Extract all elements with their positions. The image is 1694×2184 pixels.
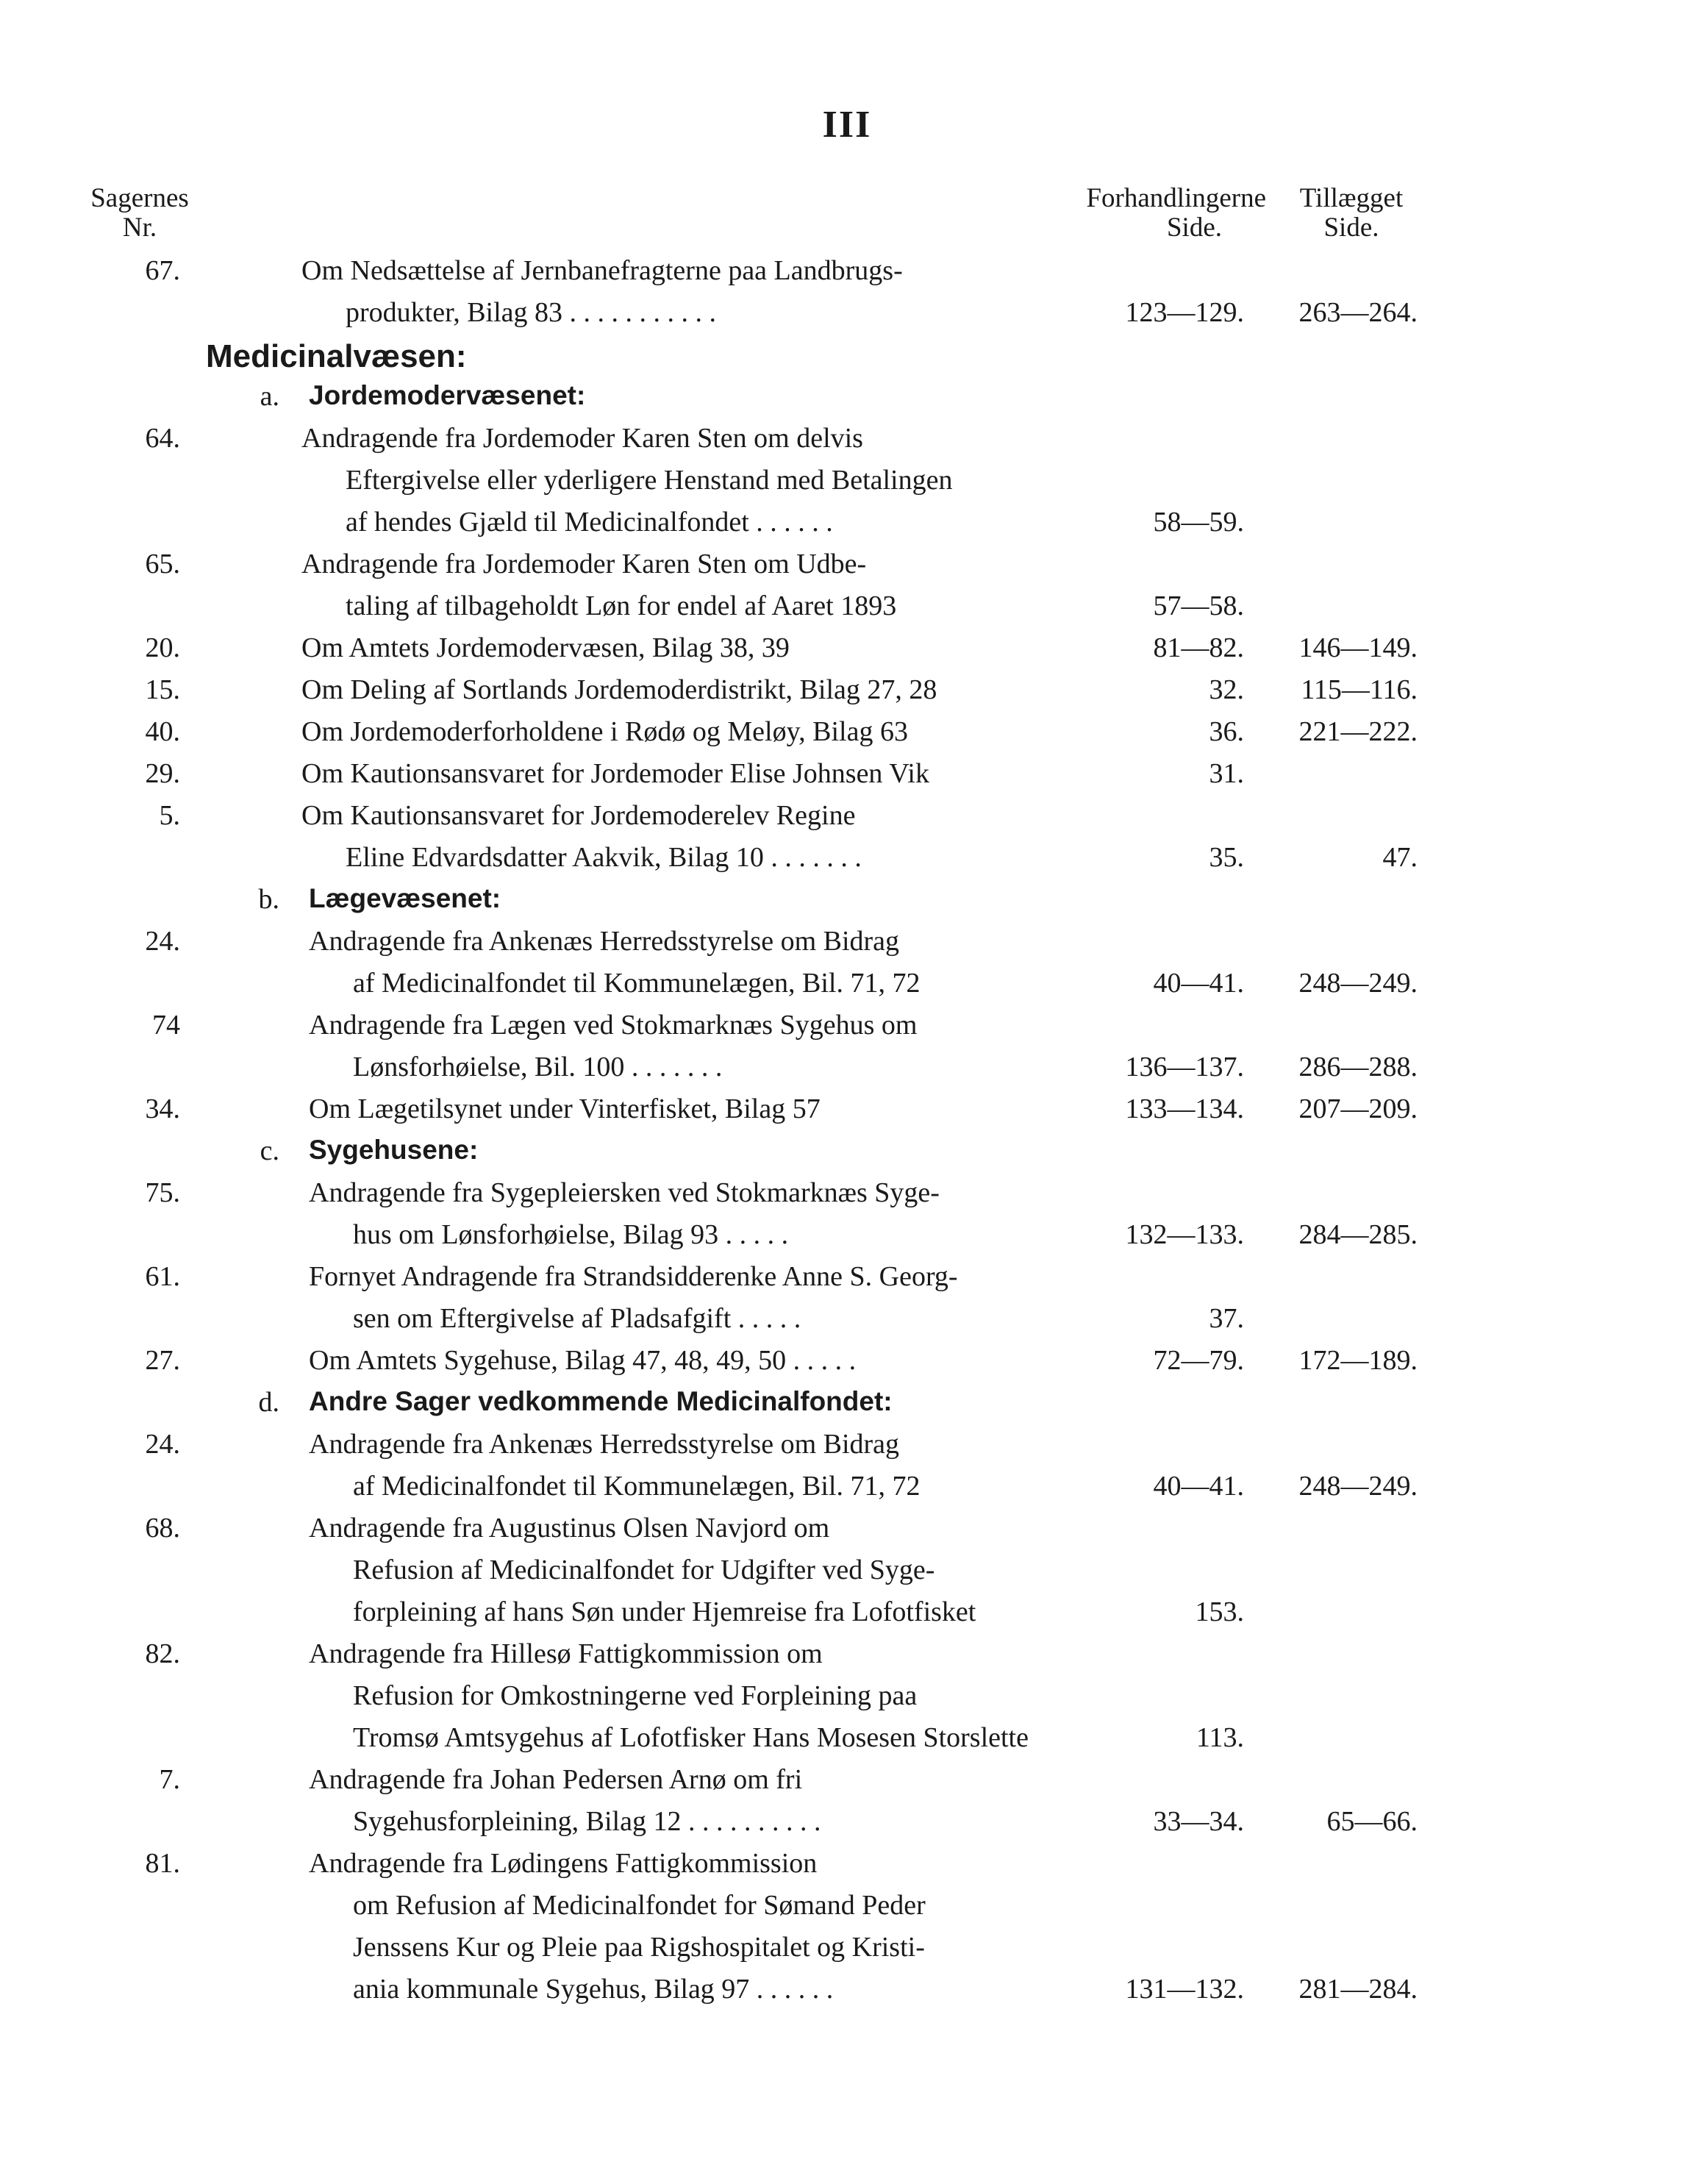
column-header-tillaegget <box>1285 184 1418 243</box>
forhandlinger-page: 32. <box>1209 674 1244 705</box>
case-number: 34. <box>145 1093 180 1124</box>
entry-text: Andragende fra Hillesø Fattigkommission om <box>309 1638 823 1669</box>
tillaeg-page: 284—285. <box>1298 1219 1418 1250</box>
tillaeg-page: 248—249. <box>1298 1471 1418 1502</box>
index-row <box>0 1591 1694 1633</box>
entry-text: Andragende fra Jordemoder Karen Sten om Udbe- <box>301 549 867 579</box>
tillaeg-page: 286—288. <box>1298 1052 1418 1082</box>
entry-text: Andragende fra Ankenæs Herredsstyrelse om Bidrag <box>309 926 900 957</box>
index-row <box>0 627 1694 669</box>
index-row <box>0 250 1694 292</box>
case-number: 7. <box>159 1764 180 1795</box>
tillaeg-page: 207—209. <box>1298 1093 1418 1124</box>
index-row <box>0 1549 1694 1591</box>
entry-text: hus om Lønsforhøielse, Bilag 93 . . . . . <box>353 1219 789 1250</box>
index-row <box>0 1088 1694 1130</box>
case-number: 68. <box>145 1513 180 1544</box>
entry-text: Andragende fra Sygepleiersken ved Stokmarknæs Syge- <box>309 1177 940 1208</box>
forhandlinger-page: 58—59. <box>1153 507 1244 538</box>
forhandlinger-page: 136—137. <box>1125 1052 1244 1082</box>
entry-text: Eftergivelse eller yderligere Henstand med Betalingen <box>346 465 953 496</box>
index-row <box>0 502 1694 543</box>
forhandlinger-page: 37. <box>1209 1303 1244 1334</box>
subsection-heading: Lægevæsenet: <box>309 883 501 913</box>
index-row <box>0 669 1694 711</box>
entry-text: Om Amtets Jordemodervæsen, Bilag 38, 39 <box>301 632 790 663</box>
index-row <box>0 711 1694 753</box>
index-row <box>0 963 1694 1004</box>
index-row <box>0 1004 1694 1046</box>
tillaeg-page: 263—264. <box>1298 297 1418 328</box>
forhandlinger-page: 40—41. <box>1153 968 1244 999</box>
forhandlinger-page: 123—129. <box>1125 297 1244 328</box>
column-header-till-line1: Tillægget <box>1299 183 1404 213</box>
subsection-heading: Jordemodervæsenet: <box>309 380 586 410</box>
index-row <box>0 418 1694 460</box>
entry-text: Sygehusforpleining, Bilag 12 . . . . . . . . . . <box>353 1806 821 1837</box>
entry-text: Andragende fra Lødingens Fattigkommission <box>309 1848 818 1879</box>
case-number: 40. <box>145 716 180 747</box>
index-row <box>0 1927 1694 1969</box>
case-number: 29. <box>145 758 180 789</box>
entry-text: af hendes Gjæld til Medicinalfondet . . . . . . <box>346 507 833 538</box>
index-row <box>0 1214 1694 1256</box>
entry-text: Eline Edvardsdatter Aakvik, Bilag 10 . . . . . . . <box>346 842 862 873</box>
case-number: 61. <box>145 1261 180 1292</box>
index-row <box>0 1046 1694 1088</box>
entry-text: Refusion for Omkostningerne ved Forpleining paa <box>353 1680 918 1711</box>
column-header-forh-line2: Side. <box>1166 213 1222 243</box>
tillaeg-page: 221—222. <box>1298 716 1418 747</box>
entry-text: af Medicinalfondet til Kommunelægen, Bil. 71, 72 <box>353 968 921 999</box>
index-row <box>0 1466 1694 1507</box>
subsection-letter: d. <box>258 1387 279 1418</box>
tillaeg-page: 248—249. <box>1298 968 1418 999</box>
index-row <box>0 921 1694 963</box>
entry-text: forpleining af hans Søn under Hjemreise fra Lofotfisket <box>353 1596 976 1627</box>
forhandlinger-page: 153. <box>1195 1596 1244 1627</box>
entry-text: Om Kautionsansvaret for Jordemoder Elise Johnsen Vik <box>301 758 929 789</box>
forhandlinger-page: 131—132. <box>1125 1974 1244 2005</box>
case-number: 64. <box>145 423 180 454</box>
entry-text: Om Nedsættelse af Jernbanefragterne paa Landbrugs- <box>301 255 903 286</box>
forhandlinger-page: 35. <box>1209 842 1244 873</box>
entry-text: af Medicinalfondet til Kommunelægen, Bil. 71, 72 <box>353 1471 921 1502</box>
index-row <box>0 1298 1694 1340</box>
case-number: 20. <box>145 632 180 663</box>
index-row <box>0 1172 1694 1214</box>
forhandlinger-page: 72—79. <box>1153 1345 1244 1376</box>
subsection-row <box>0 879 1694 921</box>
index-row <box>0 460 1694 502</box>
column-header-till-line2: Side. <box>1323 213 1379 243</box>
index-row <box>0 1675 1694 1717</box>
subsection-row <box>0 376 1694 418</box>
forhandlinger-page: 31. <box>1209 758 1244 789</box>
subsection-row <box>0 1130 1694 1172</box>
subsection-letter: c. <box>260 1135 279 1166</box>
entry-text: Jenssens Kur og Pleie paa Rigshospitalet og Kristi- <box>353 1932 925 1963</box>
case-number: 24. <box>145 926 180 957</box>
subsection-row <box>0 1382 1694 1424</box>
case-number: 82. <box>145 1638 180 1669</box>
case-number: 5. <box>159 800 180 831</box>
entry-text: Om Jordemoderforholdene i Rødø og Meløy, Bilag 63 <box>301 716 908 747</box>
index-row <box>0 1340 1694 1382</box>
case-number: 65. <box>145 549 180 579</box>
case-number: 15. <box>145 674 180 705</box>
column-header-nr-line1: Sagernes <box>90 183 189 213</box>
case-number: 74 <box>152 1010 180 1041</box>
entry-text: produkter, Bilag 83 . . . . . . . . . . . <box>346 297 717 328</box>
entry-text: Andragende fra Johan Pedersen Arnø om fri <box>309 1764 803 1795</box>
index-row <box>0 1759 1694 1801</box>
index-row <box>0 1885 1694 1927</box>
forhandlinger-page: 40—41. <box>1153 1471 1244 1502</box>
forhandlinger-page: 133—134. <box>1125 1093 1244 1124</box>
index-row <box>0 753 1694 795</box>
tillaeg-page: 146—149. <box>1298 632 1418 663</box>
entry-text: Om Lægetilsynet under Vinterfisket, Bilag 57 <box>309 1093 821 1124</box>
tillaeg-page: 115—116. <box>1301 674 1418 705</box>
subsection-letter: b. <box>258 884 279 915</box>
column-header-forh-line1: Forhandlingerne <box>1086 183 1266 213</box>
case-number: 27. <box>145 1345 180 1376</box>
entry-text: Andragende fra Augustinus Olsen Navjord om <box>309 1513 830 1544</box>
index-row <box>0 543 1694 585</box>
index-row <box>0 795 1694 837</box>
tillaeg-page: 281—284. <box>1298 1974 1418 2005</box>
subsection-letter: a. <box>260 381 279 412</box>
index-row <box>0 585 1694 627</box>
index-table <box>0 250 1694 2010</box>
entry-text: taling af tilbageholdt Løn for endel af Aaret 1893 <box>346 590 897 621</box>
subsection-heading: Sygehusene: <box>309 1135 479 1165</box>
entry-text: sen om Eftergivelse af Pladsafgift . . . . . <box>353 1303 801 1334</box>
entry-text: Fornyet Andragende fra Strandsidderenke Anne S. Georg- <box>309 1261 958 1292</box>
index-row <box>0 292 1694 334</box>
entry-text: Andragende fra Jordemoder Karen Sten om delvis <box>301 423 863 454</box>
entry-text: Om Kautionsansvaret for Jordemoderelev Regine <box>301 800 856 831</box>
forhandlinger-page: 132—133. <box>1125 1219 1244 1250</box>
case-number: 81. <box>145 1848 180 1879</box>
case-number: 67. <box>145 255 180 286</box>
index-row <box>0 1256 1694 1298</box>
case-number: 75. <box>145 1177 180 1208</box>
entry-text: Andragende fra Ankenæs Herredsstyrelse om Bidrag <box>309 1429 900 1460</box>
tillaeg-page: 47. <box>1382 842 1418 873</box>
subsection-heading: Andre Sager vedkommende Medicinalfondet: <box>309 1386 893 1416</box>
forhandlinger-page: 57—58. <box>1153 590 1244 621</box>
entry-text: Om Deling af Sortlands Jordemoderdistrikt, Bilag 27, 28 <box>301 674 937 705</box>
page-number: III <box>822 104 872 146</box>
column-header-nr-line2: Nr. <box>122 213 157 243</box>
index-row <box>0 1424 1694 1466</box>
forhandlinger-page: 81—82. <box>1153 632 1244 663</box>
forhandlinger-page: 33—34. <box>1153 1806 1244 1837</box>
section-heading: Medicinalvæsen: <box>206 338 467 374</box>
entry-text: Andragende fra Lægen ved Stokmarknæs Sygehus om <box>309 1010 918 1041</box>
forhandlinger-page: 113. <box>1196 1722 1244 1753</box>
entry-text: Lønsforhøielse, Bil. 100 . . . . . . . <box>353 1052 723 1082</box>
index-row <box>0 1633 1694 1675</box>
entry-text: ania kommunale Sygehus, Bilag 97 . . . . . . <box>353 1974 834 2005</box>
column-header-nr <box>74 184 206 243</box>
index-row <box>0 1843 1694 1885</box>
case-number: 24. <box>145 1429 180 1460</box>
tillaeg-page: 65—66. <box>1326 1806 1418 1837</box>
tillaeg-page: 172—189. <box>1298 1345 1418 1376</box>
forhandlinger-page: 36. <box>1209 716 1244 747</box>
entry-text: Tromsø Amtsygehus af Lofotfisker Hans Mosesen Storslette <box>353 1722 1029 1753</box>
entry-text: om Refusion af Medicinalfondet for Sømand Peder <box>353 1890 926 1921</box>
index-row <box>0 1801 1694 1843</box>
section-row <box>0 334 1694 376</box>
index-row <box>0 837 1694 879</box>
index-row <box>0 1969 1694 2010</box>
entry-text: Om Amtets Sygehuse, Bilag 47, 48, 49, 50 . . . . . <box>309 1345 857 1376</box>
index-row <box>0 1507 1694 1549</box>
column-header-forhandlingerne <box>1019 184 1266 243</box>
entry-text: Refusion af Medicinalfondet for Udgifter ved Syge- <box>353 1555 935 1585</box>
index-row <box>0 1717 1694 1759</box>
